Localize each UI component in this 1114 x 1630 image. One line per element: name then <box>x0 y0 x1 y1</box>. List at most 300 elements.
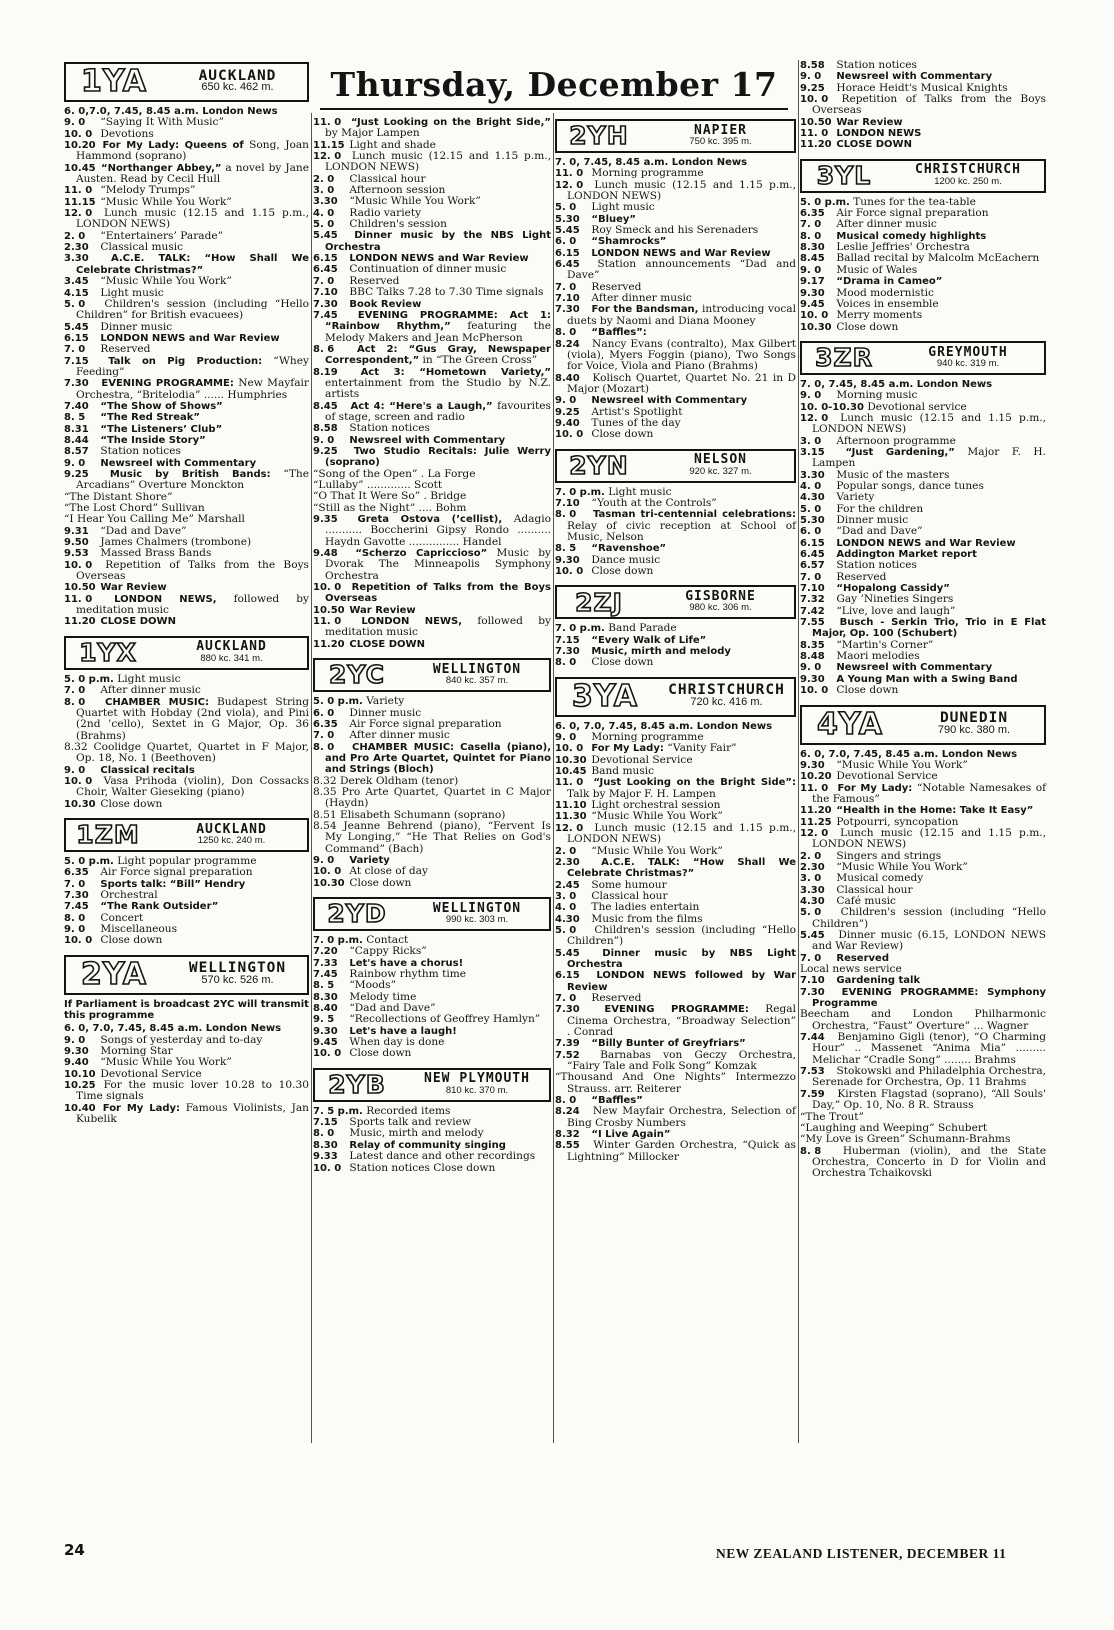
programme-time: 10. 0 <box>555 566 584 577</box>
programme-title: “The Rank Outsider” <box>100 901 219 913</box>
programme-title: Mood modernistic <box>836 286 934 299</box>
programme-title: “Bluey” <box>591 213 636 225</box>
programme-item <box>800 447 1046 470</box>
programme-title: Light and shade <box>349 138 436 151</box>
programme-title: Rainbow rhythm time <box>349 968 467 981</box>
programme-detail: “I Hear You Calling Me” Marshall <box>64 513 245 526</box>
station-name: WELLINGTON <box>432 661 522 677</box>
station-name: AUCKLAND <box>196 821 267 837</box>
programme-title: Vasa Prihoda (violin), Don Cossacks Choir, Walter Gieseking (piano) <box>76 774 310 799</box>
programme-detail: “O That It Were So” . Bridge <box>313 490 467 503</box>
programme-time: 7. 0 <box>313 275 335 287</box>
programme-time: 8. 0 <box>555 509 577 521</box>
programme-time: 11. 0 <box>313 117 342 128</box>
programme-time: 5.30 <box>800 515 825 526</box>
programme-time: 9.35 <box>313 514 338 526</box>
programme-time: 3.30 <box>800 469 825 481</box>
programme-title: A.C.E. TALK: “How Shall We Celebrate Christmas?” <box>567 856 796 880</box>
programme-time: 9. 0 <box>64 764 86 776</box>
programme-time: 8. 0 <box>555 1095 577 1107</box>
programme-time: 7.20 <box>313 946 338 958</box>
programme-title: Station notices <box>349 422 430 435</box>
programme-time: 9. 0 <box>313 854 335 866</box>
programme-title: “Music While You Work” <box>100 195 232 208</box>
programme-time: 8. 8 <box>800 1145 822 1157</box>
programme-time: 5.45 <box>64 321 89 333</box>
programme-title: Dinner music by the NBS Light Orchestra <box>325 230 551 253</box>
station-callsign: 1YA <box>81 64 147 100</box>
column-divider <box>798 60 799 1443</box>
programme-time: 5. 0 p.m. <box>64 855 114 867</box>
programme-time: 7. 0 p.m. <box>313 935 363 946</box>
programme-time: 8. 0 <box>800 230 822 242</box>
programme-title: Station notices <box>836 59 917 71</box>
programme-time: 6.45 <box>313 264 338 276</box>
programme-item <box>313 639 551 650</box>
programme-time: 8.44 <box>64 434 89 446</box>
programme-title: “Dad and Dave” <box>349 1002 436 1015</box>
programme-time: 11. 0 <box>800 128 829 140</box>
programme-item <box>800 60 1046 71</box>
station-header <box>313 1068 551 1102</box>
station-frequency: 750 kc. 395 m. <box>689 136 752 147</box>
programme-time: 9.45 <box>313 1037 338 1049</box>
programme-title: LONDON NEWS <box>836 128 922 140</box>
programme-detail: “The Distant Shore” <box>64 490 173 503</box>
programme-title: “Melody Trumps” <box>100 184 196 197</box>
programme-detail: 8.32 Derek Oldham (tenor) <box>313 774 459 787</box>
programme-title: Classical recitals <box>100 764 195 776</box>
programme-item <box>64 560 309 583</box>
programme-title: Morning Star <box>100 1044 173 1057</box>
programme-title: CLOSE DOWN <box>100 616 176 628</box>
programme-title: Children's session (including “Hello Children”) <box>567 923 796 948</box>
programme-time: 8. 5 <box>555 543 577 555</box>
programme-time: 7.30 <box>313 298 338 310</box>
station-name: AUCKLAND <box>196 639 267 655</box>
programme-item <box>555 1004 796 1038</box>
programme-time: 6.45 <box>555 259 580 271</box>
programme-time: 8.24 <box>555 338 580 350</box>
programme-title: Book Review <box>349 298 422 310</box>
programme-item <box>555 823 796 846</box>
programme-title: Benjamino Gigli (tenor), “O Charming Hour” .. Massenet “Anima Mia” ......... Melichar “Cradle Song” ........ Brahms <box>812 1031 1046 1066</box>
programme-title: “Moods” <box>349 979 397 992</box>
programme-title: LONDON NEWS, followed by meditation music <box>76 592 309 617</box>
programme-item <box>555 635 796 646</box>
programme-title: London News <box>202 106 278 117</box>
programme-time: 11. 0 <box>313 616 342 628</box>
programme-title: “Billy Bunter of Greyfriars” <box>591 1038 746 1050</box>
station-header <box>64 62 309 102</box>
programme-time: 7.55 <box>800 617 825 629</box>
programme-time: 6.15 <box>313 253 338 265</box>
programme-title: Close down <box>100 934 163 947</box>
station-header <box>800 159 1046 193</box>
programme-time: 7.30 <box>64 378 89 390</box>
programme-time: 9.30 <box>555 554 580 566</box>
programme-title: “The Inside Story” <box>100 434 206 446</box>
programme-time: 10. 0 <box>313 582 342 594</box>
programme-title: “Health in the Home: Take It Easy” <box>836 805 1034 817</box>
programme-title: “Music While You Work” <box>836 860 968 873</box>
programme-item <box>64 616 309 627</box>
programme-item <box>555 948 796 971</box>
station-callsign: 2YD <box>327 899 387 929</box>
programme-title: Band music <box>591 765 655 778</box>
programme-title: “Recollections of Geoffrey Hamlyn” <box>349 1013 541 1026</box>
programme-time: 4. 0 <box>800 480 822 492</box>
programme-item <box>555 657 796 668</box>
programme-time: 8. 0 <box>555 657 577 669</box>
programme-item <box>64 867 309 878</box>
programme-title: Maori melodies <box>836 650 920 663</box>
programme-title: “Music While You Work” <box>349 195 481 208</box>
programme-time: 7. 0 p.m. <box>555 486 605 498</box>
programme-title: Reserved <box>349 274 400 287</box>
programme-item <box>800 526 1046 537</box>
programme-title: Music, mirth and melody <box>349 1127 484 1140</box>
programme-title: LONDON NEWS followed by War Review <box>567 970 796 993</box>
programme-title: Close down <box>836 684 899 697</box>
programme-title: “Baffles”: <box>591 327 647 339</box>
programme-time: 10.20 <box>800 771 832 783</box>
programme-time: 6.45 <box>800 549 825 561</box>
programme-item <box>800 572 1046 583</box>
programme-title: Gay ’Nineties Singers <box>836 593 954 606</box>
programme-time: 7.59 <box>800 1088 825 1100</box>
programme-time: 11. 0 <box>64 593 93 605</box>
station-callsign: 1YX <box>79 638 137 668</box>
programme-time: 12. 0 <box>555 822 584 834</box>
programme-title: Lunch music (12.15 and 1.15 p.m., LONDON NEWS) <box>325 150 551 174</box>
station-info <box>150 638 307 668</box>
programme-detail: 8.54 Jeanne Behrend (piano), “Fervent Is My Longing,” “He That Relies on God's Command” (Bach) <box>313 819 551 855</box>
programme-title: Tunes of the day <box>591 416 681 429</box>
programme-time: 10. 0 <box>64 128 93 140</box>
programme-time: 9. 0 <box>64 117 86 129</box>
programme-time: 7.40 <box>64 400 89 412</box>
programme-time: 8.30 <box>800 242 825 254</box>
programme-title: LONDON NEWS and War Review <box>349 253 529 265</box>
programme-title: Addington Market report <box>836 549 977 561</box>
programme-title: Musical comedy highlights <box>836 230 987 242</box>
programme-item <box>313 401 551 424</box>
programme-item <box>800 828 1046 851</box>
programme-title: Melody time <box>349 990 417 1003</box>
programme-item <box>800 771 1046 782</box>
programme-time: 8.58 <box>313 423 338 435</box>
station-info <box>162 957 307 993</box>
station-header <box>64 818 309 852</box>
programme-item <box>555 566 796 577</box>
programme-time: 8.19 <box>313 366 338 378</box>
programme-time: 7. 0 <box>64 685 86 697</box>
programme-detail: “Thousand And One Nights” Intermezzo Strauss. arr. Reiterer <box>555 1071 796 1095</box>
programme-title: Music from the films <box>591 912 703 925</box>
programme-title: Newsreel with Commentary <box>100 457 257 469</box>
programme-time: 8. 0 <box>64 696 86 708</box>
station-info <box>399 899 549 929</box>
station-info <box>162 64 307 100</box>
programme-title: After dinner music <box>591 292 692 305</box>
programme-title: For My Lady: Queens of Song, Joan Hammond (soprano) <box>76 139 309 163</box>
programme-title: Morning programme <box>591 731 704 744</box>
programme-item <box>555 1140 796 1163</box>
programme-title: Dinner music by NBS Light Orchestra <box>567 947 796 970</box>
programme-time: 10. 0 <box>800 94 829 106</box>
programme-title: London News <box>941 748 1018 760</box>
programme-item <box>800 1089 1046 1112</box>
programme-time: 5. 0 <box>555 924 577 936</box>
station-frequency: 810 kc. 370 m. <box>445 1084 509 1096</box>
programme-time: 2. 0 <box>800 850 822 862</box>
programme-detail: “Still as the Night” .... Bohm <box>313 501 467 514</box>
programme-title: Songs of yesterday and to-day <box>100 1033 263 1046</box>
programme-time: 8.30 <box>313 1139 338 1151</box>
programme-title: Busch - Serkin Trio, Trio in E Flat Major, Op. 100 (Schubert) <box>812 617 1046 640</box>
programme-item <box>800 94 1046 117</box>
programme-title: “Martin's Corner” <box>836 638 934 651</box>
programme-title: Classical hour <box>591 889 668 902</box>
programme-item <box>64 412 309 423</box>
programme-time: 9.30 <box>64 1045 89 1057</box>
programme-title: “Entertainers’ Parade” <box>100 229 224 242</box>
programme-title: Lunch music (12.15 and 1.15 p.m., LONDON NEWS) <box>812 826 1046 851</box>
programme-title: Classical hour <box>349 172 426 185</box>
programme-time: 7. 0 p.m. <box>555 623 605 635</box>
station-name: NELSON <box>694 452 747 468</box>
station-header <box>313 897 551 931</box>
programme-item <box>313 344 551 367</box>
programme-title: Leslie Jeffries' Orchestra <box>836 241 970 254</box>
programme-time: 5.45 <box>555 225 580 237</box>
programme-time: 4.30 <box>800 895 825 907</box>
programme-title: Sports talk: “Bill” Hendry <box>100 878 246 890</box>
programme-time: 8.55 <box>555 1140 580 1152</box>
programme-time: 6. 0, 7.0, 7.45, 8.45 a.m. <box>555 720 694 732</box>
programme-title: Newsreel with Commentary <box>836 71 993 83</box>
programme-item <box>64 140 309 163</box>
programme-item <box>64 299 309 322</box>
programme-time: 6.15 <box>555 970 580 982</box>
programme-item <box>555 429 796 440</box>
programme-time: 10.50 <box>313 604 345 616</box>
programme-time: 8.48 <box>800 651 825 663</box>
programme-time: 10. 0 <box>313 1162 342 1174</box>
programme-time: 5. 0 <box>555 202 577 214</box>
programme-title: Music, mirth and melody <box>591 646 731 658</box>
programme-title: “Just Gardening,” Major F. H. Lampen <box>812 445 1047 470</box>
programme-time: 9.30 <box>800 673 825 685</box>
programme-title: The ladies entertain <box>591 901 700 914</box>
station-info <box>641 121 794 151</box>
programme-title: Variety <box>349 854 390 866</box>
spacer <box>800 333 1046 339</box>
programme-title: For the children <box>836 502 924 515</box>
programme-title: Close down <box>100 797 163 810</box>
programme-title: Kolisch Quartet, Quartet No. 21 in D Major (Mozart) <box>567 371 797 395</box>
programme-item <box>313 287 551 298</box>
programme-time: 3.30 <box>64 253 89 265</box>
programme-time: 5. 0 <box>313 219 335 231</box>
programme-item <box>555 259 796 282</box>
programme-title: Recorded items <box>366 1104 451 1117</box>
station-info <box>150 820 307 850</box>
programme-title: Air Force signal preparation <box>836 207 989 220</box>
station-name: NEW PLYMOUTH <box>424 1071 530 1087</box>
programme-title: CLOSE DOWN <box>836 139 912 151</box>
broadcast-note: If Parliament is broadcast 2YC will transmit this programme <box>64 998 309 1021</box>
programme-title: Lunch music (12.15 and 1.15 p.m., LONDON NEWS) <box>812 411 1046 436</box>
programme-title: Sports talk and review <box>349 1116 471 1129</box>
station-frequency: 650 kc. 462 m. <box>201 81 274 93</box>
programme-detail: Beecham and London Philharmonic Orchestra, “Faust” Overture” ... Wagner <box>800 1008 1046 1032</box>
programme-time: 4. 0 <box>313 207 335 219</box>
programme-title: Close down <box>591 656 654 669</box>
programme-title: For the Bandsman, introducing vocal duets by Naomi and Diana Mooney <box>567 303 796 327</box>
programme-time: 5. 0 <box>800 503 822 515</box>
programme-title: War Review <box>100 582 167 594</box>
programme-title: Music by British Bands: “The Arcadians” Overture Monckton <box>76 468 309 492</box>
programme-title: Artist's Spotlight <box>591 405 683 418</box>
programme-time: 9.25 <box>555 406 580 418</box>
programme-item <box>555 236 796 247</box>
programme-time: 5.45 <box>313 230 338 242</box>
programme-item <box>64 401 309 412</box>
programme-item <box>555 1050 796 1073</box>
programme-time: 11.20 <box>64 616 96 628</box>
programme-title: Relay of community singing <box>349 1139 506 1151</box>
programme-time: 6. 0, 7.0, 7.45, 8.45 a.m. <box>64 1023 203 1035</box>
programme-time: 11. 0 <box>555 777 584 789</box>
programme-item <box>800 651 1046 662</box>
programme-time: 7.30 <box>800 986 825 998</box>
spacer <box>555 441 796 447</box>
programme-title: “The Listeners’ Club” <box>100 423 223 435</box>
programme-time: 5. 0 <box>800 907 822 919</box>
programme-time: 8. 5 <box>313 980 335 992</box>
programme-time: 9.53 <box>64 548 89 560</box>
programme-item <box>64 344 309 355</box>
programme-time: 10. 0 <box>64 935 93 947</box>
programme-time: 7.39 <box>555 1038 580 1050</box>
programme-title: War Review <box>836 116 903 128</box>
programme-title: “The Red Streak” <box>100 412 200 424</box>
programme-time: 10. 0 <box>800 685 829 697</box>
station-frequency: 990 kc. 303 m. <box>445 914 509 925</box>
programme-time: 10.30 <box>313 877 345 889</box>
programme-item <box>800 617 1046 640</box>
programme-time: 7.53 <box>800 1066 825 1078</box>
station-callsign: 2YC <box>329 660 385 690</box>
programme-time: 5. 0 <box>64 298 86 310</box>
station-callsign: 2YB <box>328 1070 386 1100</box>
programme-title: Music of the masters <box>836 468 950 481</box>
programme-item <box>313 151 551 174</box>
programme-title: Light popular programme <box>117 854 257 867</box>
programme-time: 2. 0 <box>64 230 86 242</box>
programme-title: Newsreel with Commentary <box>836 662 993 674</box>
station-name: GREYMOUTH <box>928 344 1008 360</box>
programme-item <box>800 987 1046 1010</box>
programme-title: “Baffles” <box>591 1095 643 1107</box>
programme-title: Newsreel with Commentary <box>349 434 506 446</box>
programme-title: “Saying It With Music” <box>100 116 224 129</box>
programme-title: Devotional Service <box>591 753 693 766</box>
programme-title: Act 3: “Hometown Variety,” entertainment from the Studio by N.Z. artists <box>325 366 551 401</box>
programme-time: 10. 0 <box>555 429 584 441</box>
programme-time: 6.35 <box>64 867 89 879</box>
programme-item <box>800 662 1046 673</box>
programme-time: 9. 5 <box>313 1014 335 1026</box>
programme-title: Afternoon session <box>349 184 446 197</box>
programme-time: 9. 0 <box>800 662 822 674</box>
programme-time: 7. 0 <box>800 952 822 964</box>
programme-item <box>64 469 309 492</box>
programme-time: 7.15 <box>313 1117 338 1129</box>
programme-item <box>555 509 796 543</box>
station-header <box>64 955 309 995</box>
programme-title: Station notices <box>836 559 917 572</box>
spacer <box>313 1060 551 1066</box>
station-info <box>641 451 794 481</box>
programme-item <box>64 594 309 617</box>
programme-time: 9.30 <box>800 759 825 771</box>
programme-title: “I Live Again” <box>591 1129 671 1141</box>
programme-title: Devotions <box>100 127 154 140</box>
programme-time: 8.35 <box>800 639 825 651</box>
programme-time: 7.30 <box>64 889 89 901</box>
programme-time: 10. 0 <box>313 1048 342 1060</box>
programme-time: 9. 0 <box>64 1034 86 1046</box>
programme-item <box>313 742 551 776</box>
programme-item <box>800 1032 1046 1066</box>
programme-time: 2.30 <box>64 242 89 254</box>
programme-time: 9. 0 <box>800 264 822 276</box>
programme-time: 10. 0 <box>64 775 93 787</box>
programme-title: London News <box>205 1023 282 1035</box>
programme-time: 7.44 <box>800 1032 825 1044</box>
spacer <box>64 628 309 634</box>
programme-time: 6. 0, 7.0, 7.45, 8.45 a.m. <box>800 748 939 760</box>
station-info <box>399 660 549 690</box>
programme-item <box>800 1066 1046 1089</box>
programme-time: 4.30 <box>800 492 825 504</box>
programme-time: 7.10 <box>800 975 825 987</box>
programme-title: Greta Ostova (’cellist), Adagio ........... Boccherini Gipsy Rondo .......... Haydn Gavotte ............... Handel <box>325 513 551 548</box>
programme-detail: 8.51 Elisabeth Schumann (soprano) <box>313 808 506 821</box>
programme-title: London News <box>696 720 773 732</box>
programme-title: “Music While You Work” <box>836 758 968 771</box>
programme-time: 10.45 <box>64 162 96 174</box>
programme-title: Close down <box>349 1047 412 1060</box>
programme-title: Winter Garden Orchestra, “Quick as Lightning” Millocker <box>567 1139 796 1163</box>
station-info <box>641 587 794 617</box>
programme-title: After dinner music <box>836 218 937 231</box>
station-name: WELLINGTON <box>432 900 522 916</box>
station-frequency: 570 kc. 526 m. <box>201 973 274 986</box>
programme-detail: “The Trout” <box>800 1110 864 1123</box>
programme-time: 11.20 <box>313 638 345 650</box>
programme-time: 8.31 <box>64 423 89 435</box>
programme-item <box>800 907 1046 930</box>
programme-time: 6.15 <box>800 537 825 549</box>
station-name: GISBORNE <box>685 589 756 604</box>
station-frequency: 720 kc. 416 m. <box>690 695 763 708</box>
programme-item <box>800 930 1046 953</box>
programme-title: Devotional Service <box>836 770 938 783</box>
